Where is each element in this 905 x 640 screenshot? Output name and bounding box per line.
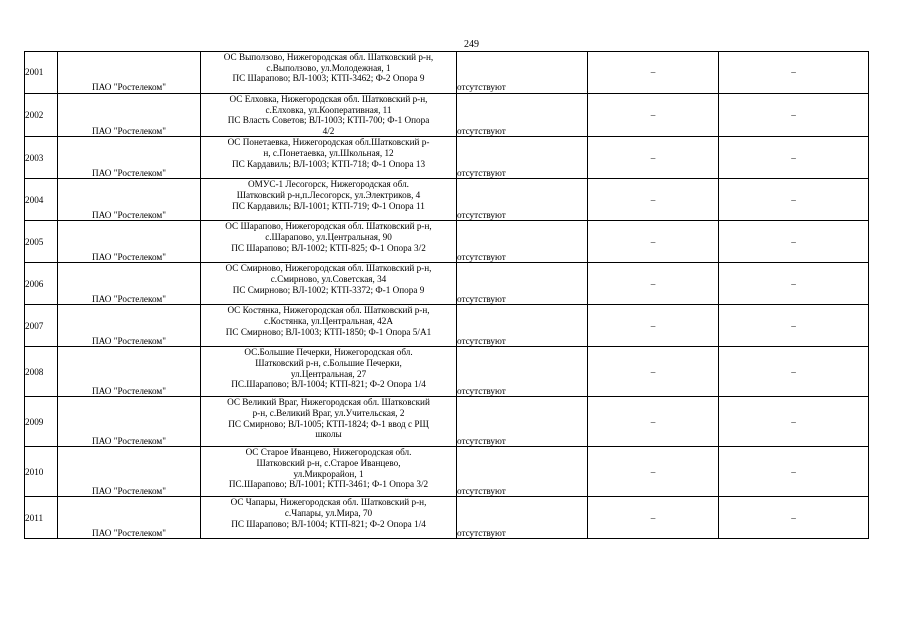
status-cell: отсутствуют bbox=[457, 305, 588, 347]
status-cell: отсутствуют bbox=[457, 447, 588, 497]
address-line: 4/2 bbox=[322, 125, 335, 136]
table-row bbox=[25, 347, 869, 397]
address-line: ПС Власть Советов; ВЛ-1003; КТП-700; Ф-1 Опора bbox=[227, 115, 430, 126]
owner-cell: ПАО "Ростелеком" bbox=[58, 497, 201, 539]
address-cell bbox=[201, 347, 457, 397]
status-cell: отсутствуют bbox=[457, 497, 588, 539]
status-cell: отсутствуют bbox=[457, 263, 588, 305]
address-cell bbox=[201, 137, 457, 179]
status-cell: отсутствуют bbox=[457, 221, 588, 263]
address-line: ПС Смирново; ВЛ-1002; КТП-3372; Ф-1 Опора 9 bbox=[232, 284, 425, 295]
row-number: 2004 bbox=[25, 179, 58, 221]
address-line: школы bbox=[315, 429, 342, 440]
dash-cell-a: – bbox=[588, 397, 719, 447]
address-line: ул.Микрорайон, 1 bbox=[293, 468, 364, 479]
status-cell: отсутствуют bbox=[457, 52, 588, 94]
address-line: ОС Елховка, Нижегородская обл. Шатковский р-н, bbox=[229, 94, 428, 104]
row-number: 2007 bbox=[25, 305, 58, 347]
dash-cell-a: – bbox=[588, 94, 719, 137]
row-number: 2009 bbox=[25, 397, 58, 447]
address-line: с.Смирново, ул.Советская, 34 bbox=[270, 273, 387, 284]
address-line: Шатковский р-н, с.Старое Иванцево, bbox=[256, 457, 401, 468]
address-line: ПС Кардавиль; ВЛ-1003; КТП-718; Ф-1 Опора 13 bbox=[231, 158, 426, 169]
owner-cell: ПАО "Ростелеком" bbox=[58, 447, 201, 497]
page-number: 249 bbox=[464, 39, 479, 50]
dash-cell-a: – bbox=[588, 263, 719, 305]
address-line: ОС Великий Враг, Нижегородская обл. Шатковский bbox=[227, 397, 430, 408]
table-row bbox=[25, 221, 869, 263]
table-row bbox=[25, 179, 869, 221]
row-number: 2005 bbox=[25, 221, 58, 263]
address-line: ул.Центральная, 27 bbox=[290, 368, 367, 379]
address-line: ОС.Большие Печерки, Нижегородская обл. bbox=[244, 347, 413, 358]
dash-cell-a: – bbox=[588, 497, 719, 539]
table-row bbox=[25, 305, 869, 347]
address-cell bbox=[201, 179, 457, 221]
row-number: 2010 bbox=[25, 447, 58, 497]
status-cell: отсутствуют bbox=[457, 397, 588, 447]
address-cell bbox=[201, 94, 457, 137]
address-line: Шатковский р-н,п.Лесогорск, ул.Электриков, 4 bbox=[236, 189, 421, 200]
address-line: ОМУС-1 Лесогорск, Нижегородская обл. bbox=[248, 179, 409, 190]
address-line: с.Костянка, ул.Центральная, 42А bbox=[264, 315, 393, 326]
dash-cell-b: – bbox=[719, 397, 869, 447]
table-row bbox=[25, 497, 869, 539]
address-cell bbox=[201, 447, 457, 497]
address-line: ОС Старое Иванцево, Нижегородская обл. bbox=[245, 447, 412, 458]
address-line: с.Шарапово, ул.Центральная, 90 bbox=[265, 231, 392, 242]
address-cell bbox=[201, 305, 457, 347]
dash-cell-a: – bbox=[588, 305, 719, 347]
address-line: ПС Шарапово; ВЛ-1004; КТП-821; Ф-2 Опора 1/4 bbox=[231, 518, 426, 529]
dash-cell-b: – bbox=[719, 497, 869, 539]
dash-cell-b: – bbox=[719, 94, 869, 137]
dash-cell-b: – bbox=[719, 221, 869, 263]
address-cell bbox=[201, 52, 457, 94]
address-line: ОС Смирново, Нижегородская обл. Шатковский р-н, bbox=[225, 263, 432, 274]
owner-cell: ПАО "Ростелеком" bbox=[58, 347, 201, 397]
dash-cell-a: – bbox=[588, 137, 719, 179]
address-line: ПС Смирново; ВЛ-1005; КТП-1824; Ф-1 ввод с РЩ bbox=[228, 418, 429, 429]
address-cell bbox=[201, 397, 457, 447]
address-line: с.Чапары, ул.Мира, 70 bbox=[284, 507, 373, 518]
dash-cell-b: – bbox=[719, 305, 869, 347]
owner-cell: ПАО "Ростелеком" bbox=[58, 263, 201, 305]
owner-cell: ПАО "Ростелеком" bbox=[58, 221, 201, 263]
row-number: 2006 bbox=[25, 263, 58, 305]
address-line: ПС.Шарапово; ВЛ-1001; КТП-3461; Ф-1 Опора 3/2 bbox=[228, 479, 429, 490]
table-row bbox=[25, 263, 869, 305]
owner-cell: ПАО "Ростелеком" bbox=[58, 397, 201, 447]
dash-cell-b: – bbox=[719, 179, 869, 221]
table-row bbox=[25, 52, 869, 94]
registry-body bbox=[25, 52, 869, 539]
status-cell: отсутствуют bbox=[457, 94, 588, 137]
address-cell bbox=[201, 221, 457, 263]
row-number: 2008 bbox=[25, 347, 58, 397]
address-line: с.Елховка, ул.Кооперативная, 11 bbox=[265, 104, 392, 115]
status-cell: отсутствуют bbox=[457, 179, 588, 221]
owner-cell: ПАО "Ростелеком" bbox=[58, 305, 201, 347]
owner-cell: ПАО "Ростелеком" bbox=[58, 179, 201, 221]
address-line: ОС Костянка, Нижегородская обл. Шатковский р-н, bbox=[227, 305, 430, 316]
dash-cell-b: – bbox=[719, 447, 869, 497]
status-cell: отсутствуют bbox=[457, 137, 588, 179]
row-number: 2001 bbox=[25, 52, 58, 94]
row-number: 2011 bbox=[25, 497, 58, 539]
address-line: р-н, с.Великий Враг, ул.Учительская, 2 bbox=[252, 407, 405, 418]
status-cell: отсутствуют bbox=[457, 347, 588, 397]
owner-cell: ПАО "Ростелеком" bbox=[58, 52, 201, 94]
address-line: ПС Кардавиль; ВЛ-1001; КТП-719; Ф-1 Опора 11 bbox=[232, 200, 425, 211]
address-cell bbox=[201, 263, 457, 305]
owner-cell: ПАО "Ростелеком" bbox=[58, 94, 201, 137]
address-line: ПС Шарапово; ВЛ-1002; КТП-825; Ф-1 Опора 3/2 bbox=[231, 242, 426, 253]
dash-cell-a: – bbox=[588, 52, 719, 94]
address-line: ПС Шарапово; ВЛ-1003; КТП-3462; Ф-2 Опора 9 bbox=[232, 73, 425, 84]
address-line: ПС Смирново; ВЛ-1003; КТП-1850; Ф-1 Опора 5/А1 bbox=[225, 326, 432, 337]
dash-cell-a: – bbox=[588, 221, 719, 263]
address-line: Шатковский р-н, с.Большие Печерки, bbox=[255, 357, 402, 368]
dash-cell-b: – bbox=[719, 137, 869, 179]
table-row bbox=[25, 397, 869, 447]
owner-cell: ПАО "Ростелеком" bbox=[58, 137, 201, 179]
address-line: ПС.Шарапово; ВЛ-1004; КТП-821; Ф-2 Опора 1/4 bbox=[231, 379, 426, 390]
dash-cell-b: – bbox=[719, 52, 869, 94]
row-number: 2002 bbox=[25, 94, 58, 137]
address-line: ОС Шарапово, Нижегородская обл. Шатковский р-н, bbox=[225, 221, 432, 232]
dash-cell-b: – bbox=[719, 263, 869, 305]
address-line: ОС Чапары, Нижегородская обл. Шатковский р-н, bbox=[230, 497, 427, 508]
address-line: ОС Выползово, Нижегородская обл. Шатковский р-н, bbox=[223, 52, 434, 62]
table-row bbox=[25, 447, 869, 497]
dash-cell-a: – bbox=[588, 347, 719, 397]
registry-table bbox=[24, 51, 869, 539]
address-line: н, с.Понетаевка, ул.Школьная, 12 bbox=[263, 147, 394, 158]
address-line: с.Выползово, ул.Молодежная, 1 bbox=[266, 62, 391, 73]
dash-cell-a: – bbox=[588, 179, 719, 221]
dash-cell-b: – bbox=[719, 347, 869, 397]
table-row bbox=[25, 137, 869, 179]
row-number: 2003 bbox=[25, 137, 58, 179]
address-line: ОС Понетаевка, Нижегородская обл.Шатковский р- bbox=[227, 137, 430, 148]
address-cell bbox=[201, 497, 457, 539]
table-row bbox=[25, 94, 869, 137]
dash-cell-a: – bbox=[588, 447, 719, 497]
